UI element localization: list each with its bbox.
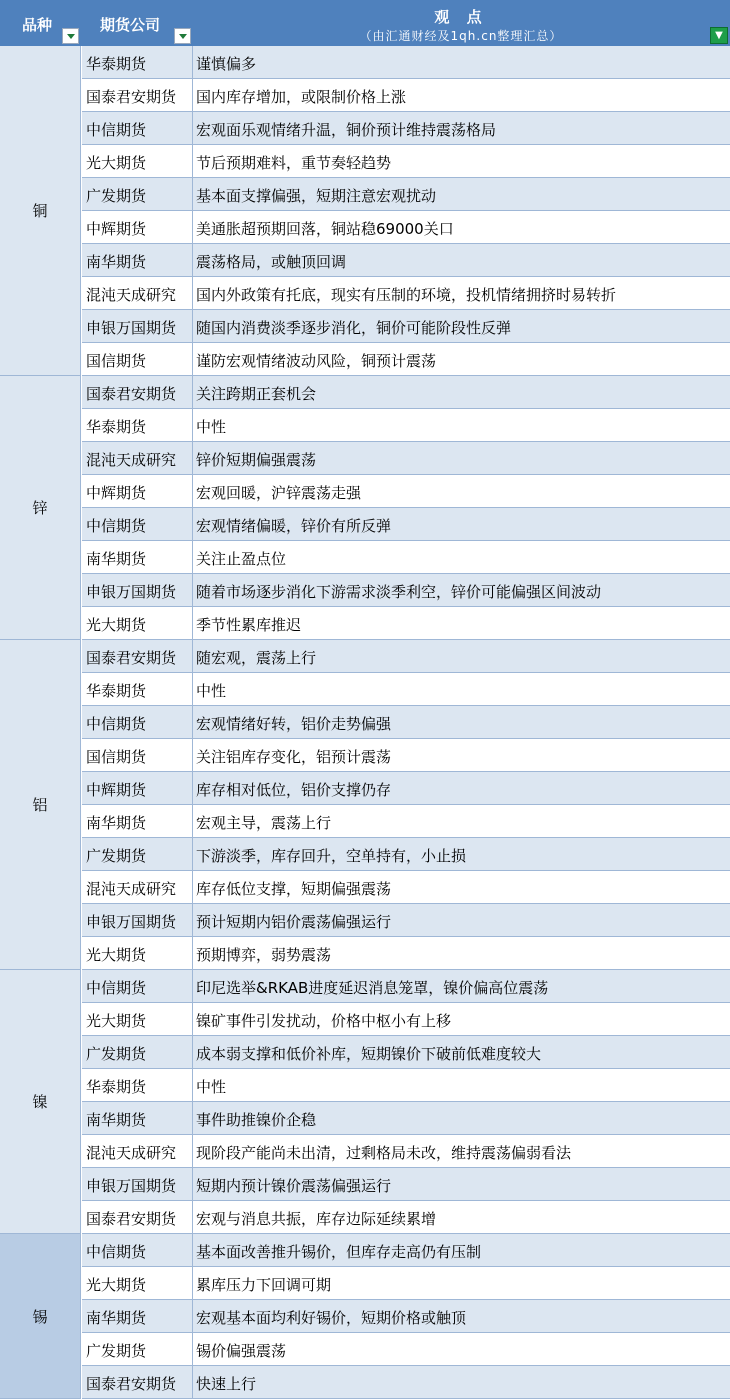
view-cell: 预计短期内铝价震荡偏强运行 bbox=[196, 913, 392, 931]
view-cell: 宏观情绪偏暖，锌价有所反弹 bbox=[196, 517, 392, 535]
company-cell: 南华期货 bbox=[86, 253, 147, 271]
column-divider bbox=[192, 871, 193, 903]
table-row bbox=[82, 376, 730, 409]
view-cell: 预期博弈，弱势震荡 bbox=[196, 946, 332, 964]
view-cell: 国内外政策有托底，现实有压制的环境，投机情绪拥挤时易转折 bbox=[196, 286, 617, 304]
table-row bbox=[82, 574, 730, 607]
table-row bbox=[82, 904, 730, 937]
company-cell: 混沌天成研究 bbox=[86, 1144, 177, 1162]
table-row bbox=[82, 1069, 730, 1102]
table-row bbox=[82, 310, 730, 343]
company-cell: 华泰期货 bbox=[86, 55, 147, 73]
column-divider bbox=[192, 1102, 193, 1134]
table-row bbox=[82, 772, 730, 805]
table-row bbox=[82, 475, 730, 508]
table-row bbox=[82, 211, 730, 244]
table-row bbox=[82, 46, 730, 79]
table-row bbox=[82, 343, 730, 376]
table-row bbox=[82, 1267, 730, 1300]
column-divider bbox=[192, 178, 193, 210]
variety-cell: 铜 bbox=[0, 46, 81, 376]
variety-cell: 镍 bbox=[0, 970, 81, 1234]
company-cell: 光大期货 bbox=[86, 1276, 147, 1294]
column-divider bbox=[192, 79, 193, 111]
column-divider bbox=[192, 541, 193, 573]
table-row bbox=[82, 409, 730, 442]
column-divider bbox=[192, 1003, 193, 1035]
column-divider bbox=[192, 904, 193, 936]
company-cell: 国信期货 bbox=[86, 748, 147, 766]
view-cell: 现阶段产能尚未出清，过剩格局未改，维持震荡偏弱看法 bbox=[196, 1144, 572, 1162]
company-cell: 华泰期货 bbox=[86, 418, 147, 436]
column-divider bbox=[192, 145, 193, 177]
table-row bbox=[82, 673, 730, 706]
view-cell: 宏观面乐观情绪升温，铜价预计维持震荡格局 bbox=[196, 121, 497, 139]
view-cell: 基本面支撑偏强，短期注意宏观扰动 bbox=[196, 187, 437, 205]
company-cell: 广发期货 bbox=[86, 847, 147, 865]
view-cell: 宏观与消息共振，库存边际延续累增 bbox=[196, 1210, 437, 1228]
column-divider bbox=[192, 1366, 193, 1398]
column-divider bbox=[192, 1333, 193, 1365]
column-divider bbox=[192, 376, 193, 408]
table-row bbox=[82, 1003, 730, 1036]
table-row bbox=[82, 1234, 730, 1267]
view-cell: 关注跨期正套机会 bbox=[196, 385, 317, 403]
view-cell: 谨防宏观情绪波动风险，铜预计震荡 bbox=[196, 352, 437, 370]
column-divider bbox=[192, 805, 193, 837]
chevron-down-icon[interactable] bbox=[174, 28, 191, 44]
company-cell: 华泰期货 bbox=[86, 1078, 147, 1096]
column-divider bbox=[192, 310, 193, 342]
view-cell: 随宏观，震荡上行 bbox=[196, 649, 317, 667]
column-divider bbox=[192, 739, 193, 771]
company-cell: 广发期货 bbox=[86, 1045, 147, 1063]
column-divider bbox=[192, 508, 193, 540]
view-cell: 中性 bbox=[196, 682, 227, 700]
company-cell: 申银万国期货 bbox=[86, 319, 177, 337]
view-cell: 成本弱支撑和低价补库，短期镍价下破前低难度较大 bbox=[196, 1045, 542, 1063]
column-divider bbox=[192, 937, 193, 969]
company-cell: 光大期货 bbox=[86, 946, 147, 964]
table-row bbox=[82, 112, 730, 145]
company-cell: 光大期货 bbox=[86, 616, 147, 634]
company-cell: 国泰君安期货 bbox=[86, 385, 177, 403]
column-divider bbox=[192, 1036, 193, 1068]
column-divider bbox=[192, 343, 193, 375]
view-cell: 中性 bbox=[196, 1078, 227, 1096]
table-row bbox=[82, 706, 730, 739]
column-divider bbox=[192, 574, 193, 606]
company-cell: 国泰君安期货 bbox=[86, 1210, 177, 1228]
column-divider bbox=[192, 1135, 193, 1167]
variety-cell: 铝 bbox=[0, 640, 81, 970]
company-cell: 国泰君安期货 bbox=[86, 88, 177, 106]
company-cell: 南华期货 bbox=[86, 814, 147, 832]
column-divider bbox=[192, 475, 193, 507]
column-divider bbox=[192, 772, 193, 804]
table-row bbox=[82, 541, 730, 574]
view-cell: 快速上行 bbox=[196, 1375, 257, 1393]
company-cell: 华泰期货 bbox=[86, 682, 147, 700]
table-row bbox=[82, 805, 730, 838]
filter-icon[interactable]: ▼ bbox=[710, 27, 728, 44]
table-row bbox=[82, 1036, 730, 1069]
column-divider bbox=[192, 706, 193, 738]
column-divider bbox=[192, 640, 193, 672]
table-row bbox=[82, 640, 730, 673]
company-cell: 中辉期货 bbox=[86, 220, 147, 238]
table-row bbox=[82, 178, 730, 211]
table-row bbox=[82, 607, 730, 640]
company-cell: 南华期货 bbox=[86, 1309, 147, 1327]
view-cell: 谨慎偏多 bbox=[196, 55, 257, 73]
company-cell: 混沌天成研究 bbox=[86, 451, 177, 469]
column-divider bbox=[192, 211, 193, 243]
company-cell: 光大期货 bbox=[86, 1012, 147, 1030]
view-cell: 短期内预计镍价震荡偏强运行 bbox=[196, 1177, 392, 1195]
column-divider bbox=[192, 1069, 193, 1101]
company-cell: 广发期货 bbox=[86, 187, 147, 205]
column-divider bbox=[192, 277, 193, 309]
column-divider bbox=[192, 244, 193, 276]
view-cell: 季节性累库推迟 bbox=[196, 616, 302, 634]
view-cell: 随国内消费淡季逐步消化，铜价可能阶段性反弹 bbox=[196, 319, 512, 337]
company-cell: 中辉期货 bbox=[86, 484, 147, 502]
column-divider bbox=[192, 409, 193, 441]
column-divider bbox=[192, 673, 193, 705]
table-header bbox=[0, 0, 730, 46]
view-cell: 库存相对低位，铝价支撑仍存 bbox=[196, 781, 392, 799]
view-cell: 中性 bbox=[196, 418, 227, 436]
table-row bbox=[82, 1135, 730, 1168]
view-cell: 随着市场逐步消化下游需求淡季利空，锌价可能偏强区间波动 bbox=[196, 583, 602, 601]
header-view-label: 观 点 bbox=[434, 8, 488, 26]
view-cell: 基本面改善推升锡价，但库存走高仍有压制 bbox=[196, 1243, 482, 1261]
column-divider bbox=[192, 1201, 193, 1233]
table-row bbox=[82, 937, 730, 970]
table-row bbox=[82, 244, 730, 277]
view-cell: 印尼选举&RKAB进度延迟消息笼罩，镍价偏高位震荡 bbox=[196, 979, 549, 997]
column-divider bbox=[192, 1267, 193, 1299]
view-cell: 宏观情绪好转，铝价走势偏强 bbox=[196, 715, 392, 733]
column-divider bbox=[192, 112, 193, 144]
variety-cell: 锌 bbox=[0, 376, 81, 640]
table-row bbox=[82, 838, 730, 871]
view-cell: 美通胀超预期回落，铜站稳69000关口 bbox=[196, 220, 454, 238]
view-cell: 宏观回暖，沪锌震荡走强 bbox=[196, 484, 362, 502]
view-cell: 库存低位支撑，短期偏强震荡 bbox=[196, 880, 392, 898]
table-row bbox=[82, 442, 730, 475]
header-view-cell bbox=[192, 0, 730, 46]
header-variety-label: 品种 bbox=[22, 16, 53, 34]
company-cell: 南华期货 bbox=[86, 550, 147, 568]
company-cell: 中辉期货 bbox=[86, 781, 147, 799]
table-row bbox=[82, 970, 730, 1003]
view-cell: 下游淡季，库存回升，空单持有，小止损 bbox=[196, 847, 467, 865]
company-cell: 混沌天成研究 bbox=[86, 286, 177, 304]
column-divider bbox=[192, 970, 193, 1002]
table-row bbox=[82, 1366, 730, 1399]
table-row bbox=[82, 1168, 730, 1201]
column-divider bbox=[192, 442, 193, 474]
column-divider bbox=[192, 46, 193, 78]
column-divider bbox=[192, 1168, 193, 1200]
table-row bbox=[82, 1333, 730, 1366]
company-cell: 中信期货 bbox=[86, 715, 147, 733]
table-row bbox=[82, 1102, 730, 1135]
header-view-source: （由汇通财经及1qh.cn整理汇总） bbox=[359, 29, 563, 43]
table-row bbox=[82, 277, 730, 310]
view-cell: 国内库存增加，或限制价格上涨 bbox=[196, 88, 407, 106]
company-cell: 申银万国期货 bbox=[86, 1177, 177, 1195]
view-cell: 关注铝库存变化，铝预计震荡 bbox=[196, 748, 392, 766]
view-cell: 锡价偏强震荡 bbox=[196, 1342, 287, 1360]
column-divider bbox=[192, 838, 193, 870]
column-divider bbox=[192, 1300, 193, 1332]
variety-cell: 锡 bbox=[0, 1234, 81, 1399]
view-cell: 镍矿事件引发扰动，价格中枢小有上移 bbox=[196, 1012, 452, 1030]
company-cell: 广发期货 bbox=[86, 1342, 147, 1360]
chevron-down-icon[interactable] bbox=[62, 28, 79, 44]
view-cell: 事件助推镍价企稳 bbox=[196, 1111, 317, 1129]
company-cell: 国泰君安期货 bbox=[86, 649, 177, 667]
company-cell: 光大期货 bbox=[86, 154, 147, 172]
table-row bbox=[82, 739, 730, 772]
header-company-label: 期货公司 bbox=[100, 16, 161, 34]
view-cell: 关注止盈点位 bbox=[196, 550, 287, 568]
column-divider bbox=[192, 607, 193, 639]
header-company-cell bbox=[82, 0, 192, 46]
company-cell: 中信期货 bbox=[86, 979, 147, 997]
table-row bbox=[82, 79, 730, 112]
table-row bbox=[82, 508, 730, 541]
view-cell: 震荡格局，或触顶回调 bbox=[196, 253, 347, 271]
company-cell: 申银万国期货 bbox=[86, 913, 177, 931]
header-variety-cell bbox=[0, 0, 82, 46]
company-cell: 中信期货 bbox=[86, 121, 147, 139]
view-cell: 累库压力下回调可期 bbox=[196, 1276, 332, 1294]
column-divider bbox=[192, 1234, 193, 1266]
company-cell: 国泰君安期货 bbox=[86, 1375, 177, 1393]
table-row bbox=[82, 1201, 730, 1234]
company-cell: 中信期货 bbox=[86, 517, 147, 535]
table-row bbox=[82, 1300, 730, 1333]
company-cell: 国信期货 bbox=[86, 352, 147, 370]
table-row bbox=[82, 871, 730, 904]
company-cell: 中信期货 bbox=[86, 1243, 147, 1261]
view-cell: 节后预期难料，重节奏轻趋势 bbox=[196, 154, 392, 172]
company-cell: 混沌天成研究 bbox=[86, 880, 177, 898]
company-cell: 申银万国期货 bbox=[86, 583, 177, 601]
table-row bbox=[82, 145, 730, 178]
view-cell: 锌价短期偏强震荡 bbox=[196, 451, 317, 469]
view-cell: 宏观基本面均利好锡价，短期价格或触顶 bbox=[196, 1309, 467, 1327]
company-cell: 南华期货 bbox=[86, 1111, 147, 1129]
view-cell: 宏观主导，震荡上行 bbox=[196, 814, 332, 832]
